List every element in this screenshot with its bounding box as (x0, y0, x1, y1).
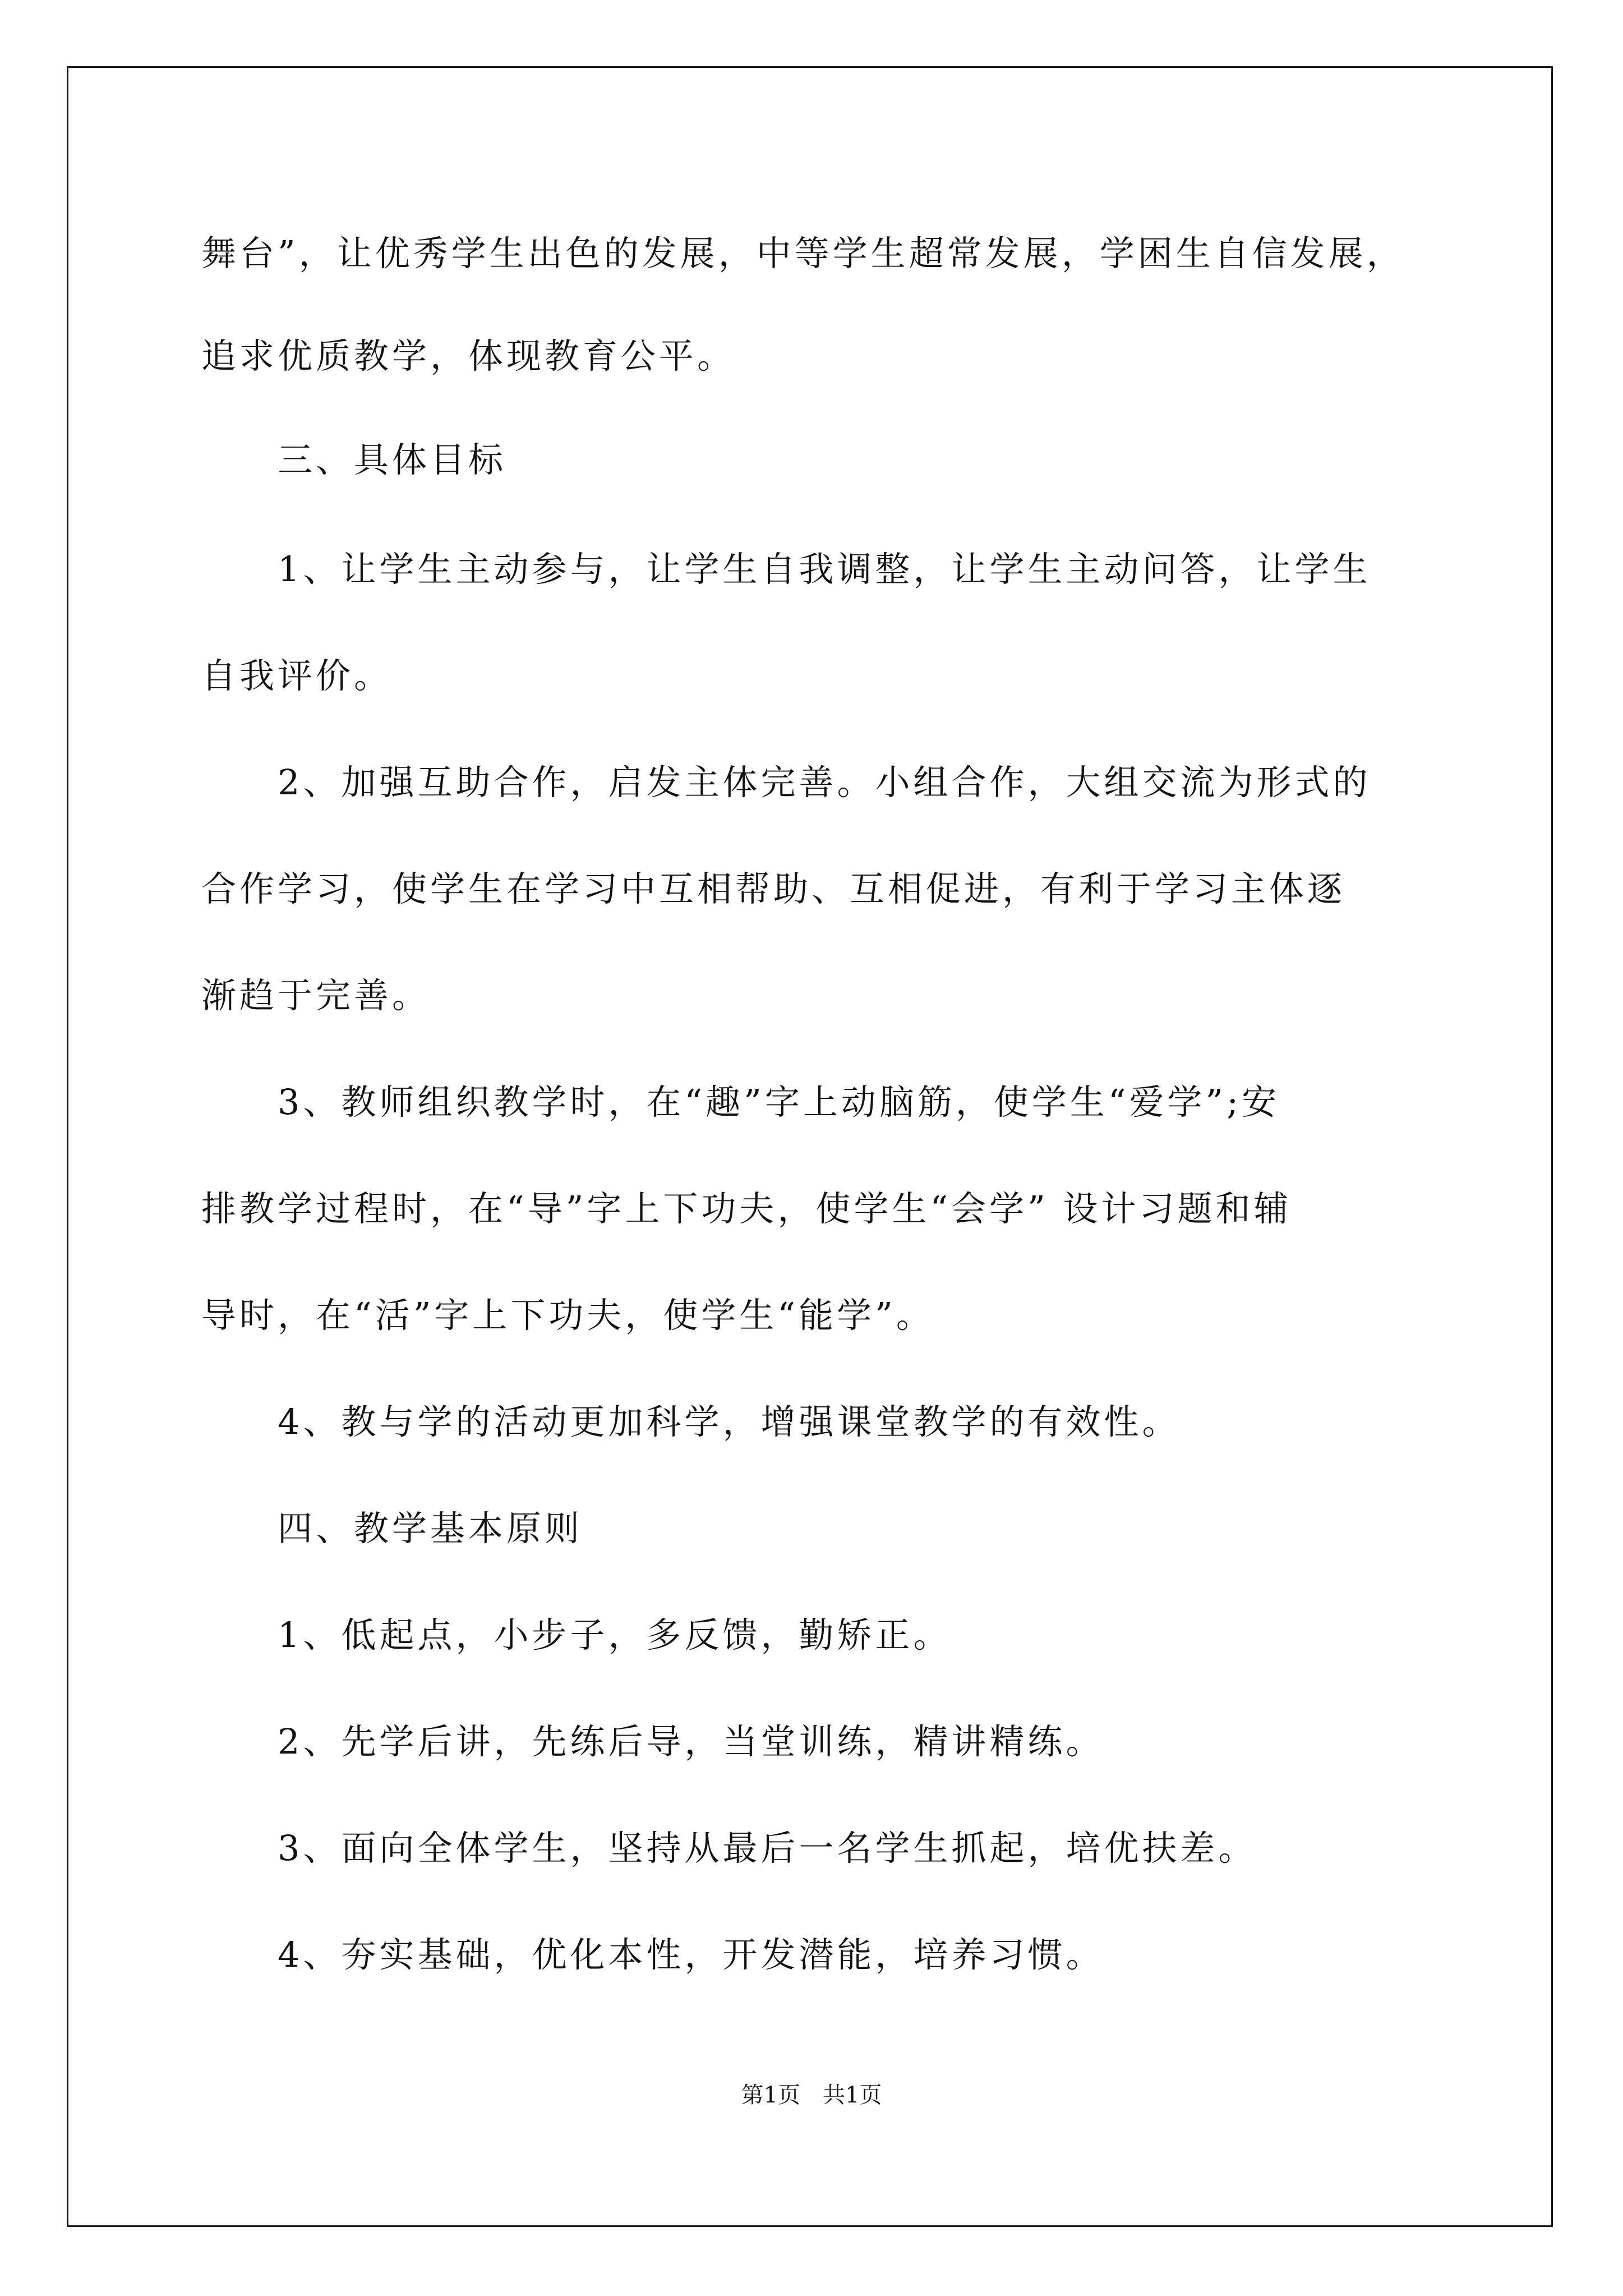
body-line-5: 自我评价。 (201, 655, 393, 696)
body-line-4: 1、让学生主动参与，让学生自我调整，让学生主动问答，让学生 (278, 549, 1371, 590)
body-line-8: 渐趋于完善。 (201, 975, 431, 1016)
body-line-12: 4、教与学的活动更加科学，增强课堂教学的有效性。 (278, 1401, 1181, 1442)
body-line-15: 2、先学后讲，先练后导，当堂训练，精讲精练。 (278, 1721, 1104, 1762)
page-frame (67, 66, 1553, 2227)
body-line-17: 4、夯实基础，优化本性，开发潜能，培养习惯。 (278, 1934, 1104, 1975)
body-line-10: 排教学过程时，在“导”字上下功夫，使学生“会学” 设计习题和辅 (201, 1188, 1292, 1229)
body-line-14: 1、低起点，小步子，多反馈，勤矫正。 (278, 1614, 952, 1655)
body-line-2: 追求优质教学，体现教育公平。 (201, 335, 736, 376)
body-line-16: 3、面向全体学生，坚持从最后一名学生抓起，培优扶差。 (278, 1828, 1257, 1869)
page-number-footer: 第1页 共1页 (741, 2082, 882, 2108)
body-line-1: 舞台”，让优秀学生出色的发展，中等学生超常发展，学困生自信发展， (201, 233, 1405, 274)
body-line-9: 3、教师组织教学时，在“趣”字上动脑筋，使学生“爱学”;安 (278, 1082, 1280, 1122)
section-heading-goals: 三、具体目标 (278, 439, 507, 480)
section-heading-principles: 四、教学基本原则 (278, 1508, 583, 1549)
body-line-11: 导时，在“活”字上下功夫，使学生“能学”。 (201, 1295, 934, 1336)
body-line-6: 2、加强互助合作，启发主体完善。小组合作，大组交流为形式的 (278, 762, 1371, 803)
body-line-7: 合作学习，使学生在学习中互相帮助、互相促进，有利于学习主体逐 (201, 868, 1346, 909)
